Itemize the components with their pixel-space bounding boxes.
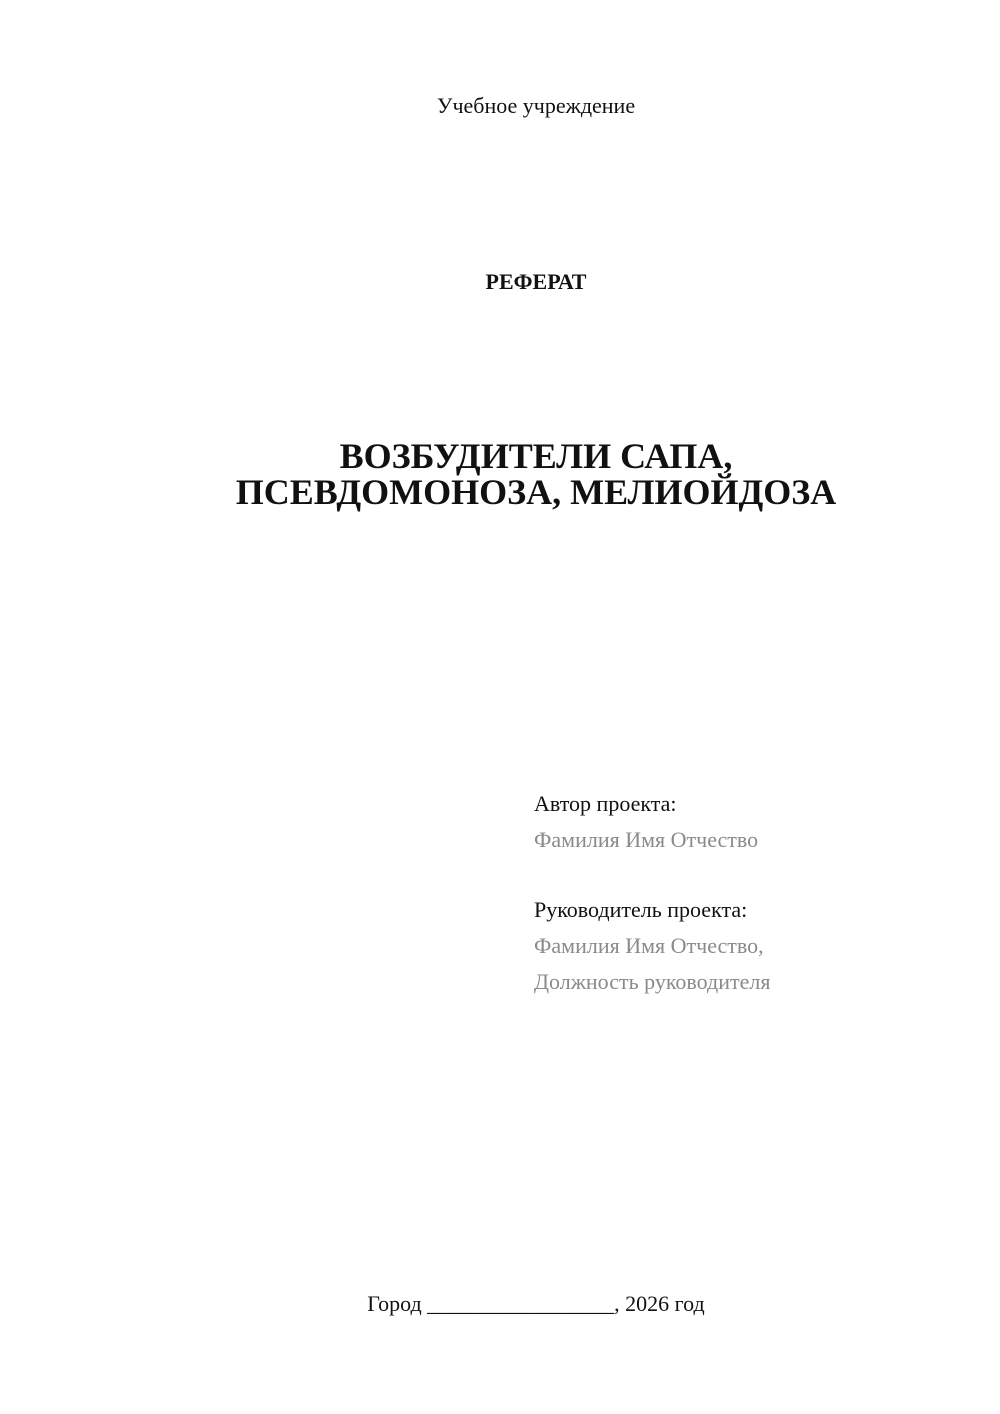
author-name: Фамилия Имя Отчество [534,827,759,852]
institution-name: Учебное учреждение [436,93,636,118]
document-type: РЕФЕРАТ [485,269,587,294]
supervisor-block [534,892,974,1000]
supervisor-label: Руководитель проекта: [534,897,748,922]
title-line-2: ПСЕВДОМОНОЗА, МЕЛИОЙДОЗА [235,472,837,512]
supervisor-name: Фамилия Имя Отчество, [534,933,764,958]
title-line-1: ВОЗБУДИТЕЛИ САПА, [339,436,733,476]
document-title [0,438,1000,510]
author-label: Автор проекта: [534,791,677,816]
author-block [534,786,974,858]
city-year-line: Город _________________, 2026 год [367,1291,705,1316]
supervisor-position: Должность руководителя [534,969,771,994]
